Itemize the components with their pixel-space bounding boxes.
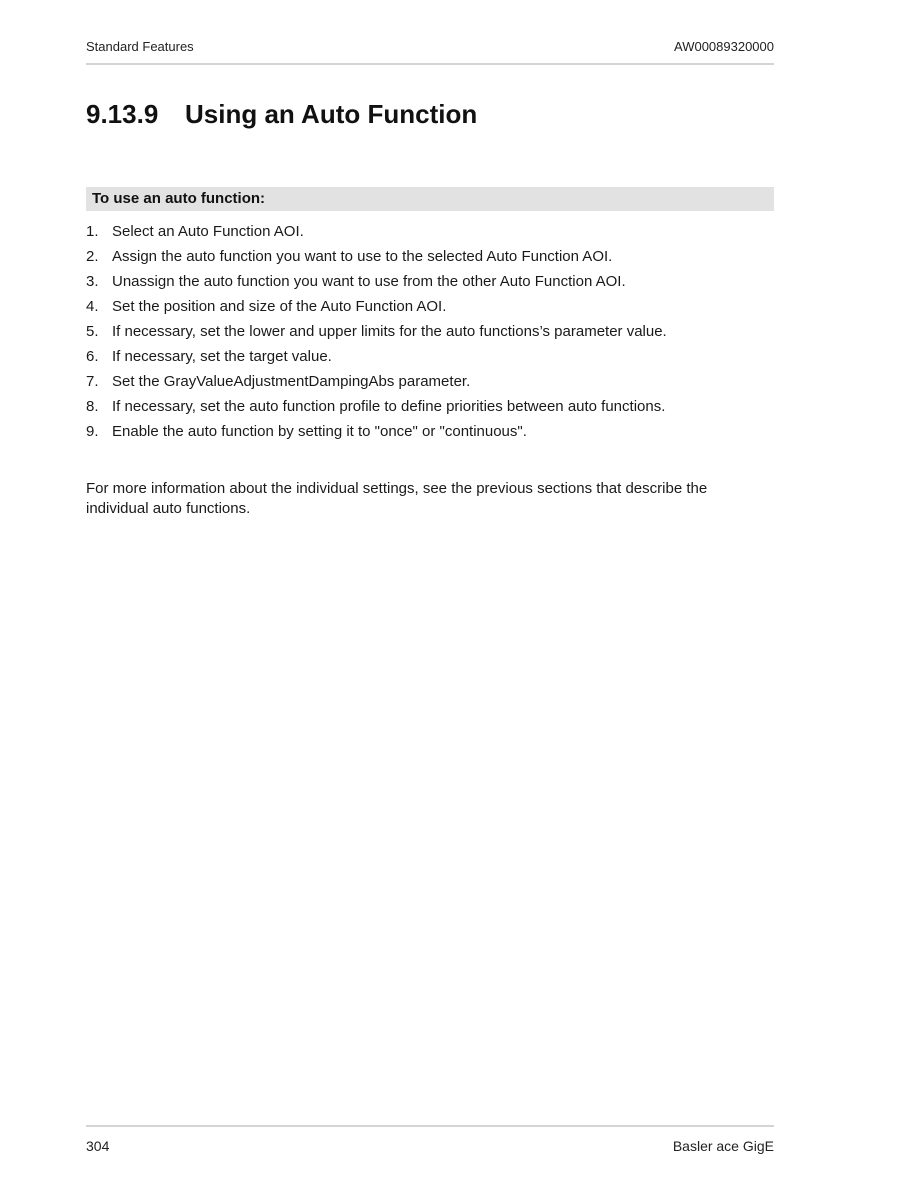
procedure-step [86,222,774,247]
step-number: 2. [86,248,99,265]
footer-divider [86,1125,774,1127]
procedure-step [86,272,774,297]
step-text: If necessary, set the auto function profile to define priorities between auto functions. [112,398,666,415]
procedure-heading: To use an auto function: [92,190,266,207]
procedure-heading-box [86,187,774,211]
running-header-doc-id: AW00089320000 [674,39,774,54]
step-number: 3. [86,273,99,290]
procedure-step [86,322,774,347]
procedure-step [86,347,774,372]
step-text: Enable the auto function by setting it to "once" or "continuous". [112,423,527,440]
procedure-step [86,422,774,447]
step-text: If necessary, set the target value. [112,348,332,365]
body-paragraph: For more information about the individual settings, see the previous sections that describe the individual auto functions. [86,480,708,517]
section-number: 9.13.9 [86,99,159,129]
procedure-step [86,297,774,322]
step-number: 1. [86,223,99,240]
section-title [86,99,477,130]
procedure-step [86,372,774,397]
step-number: 8. [86,398,99,415]
step-number: 9. [86,423,99,440]
step-text: Set the GrayValueAdjustmentDampingAbs parameter. [112,373,471,390]
step-text: Select an Auto Function AOI. [112,223,304,240]
running-header-chapter: Standard Features [86,39,194,54]
header-divider [86,63,774,65]
section-title-text: Using an Auto Function [185,99,478,129]
page-number: 304 [86,1138,110,1154]
step-number: 5. [86,323,99,340]
step-number: 4. [86,298,99,315]
step-text: Assign the auto function you want to use to the selected Auto Function AOI. [112,248,613,265]
running-footer-product: Basler ace GigE [672,1138,774,1154]
procedure-steps-list [86,222,774,447]
procedure-step [86,397,774,422]
step-number: 6. [86,348,99,365]
step-text: Set the position and size of the Auto Function AOI. [112,298,447,315]
procedure-step [86,247,774,272]
step-text: If necessary, set the lower and upper limits for the auto functions’s parameter value. [112,323,667,340]
step-number: 7. [86,373,99,390]
step-text: Unassign the auto function you want to use from the other Auto Function AOI. [112,273,626,290]
